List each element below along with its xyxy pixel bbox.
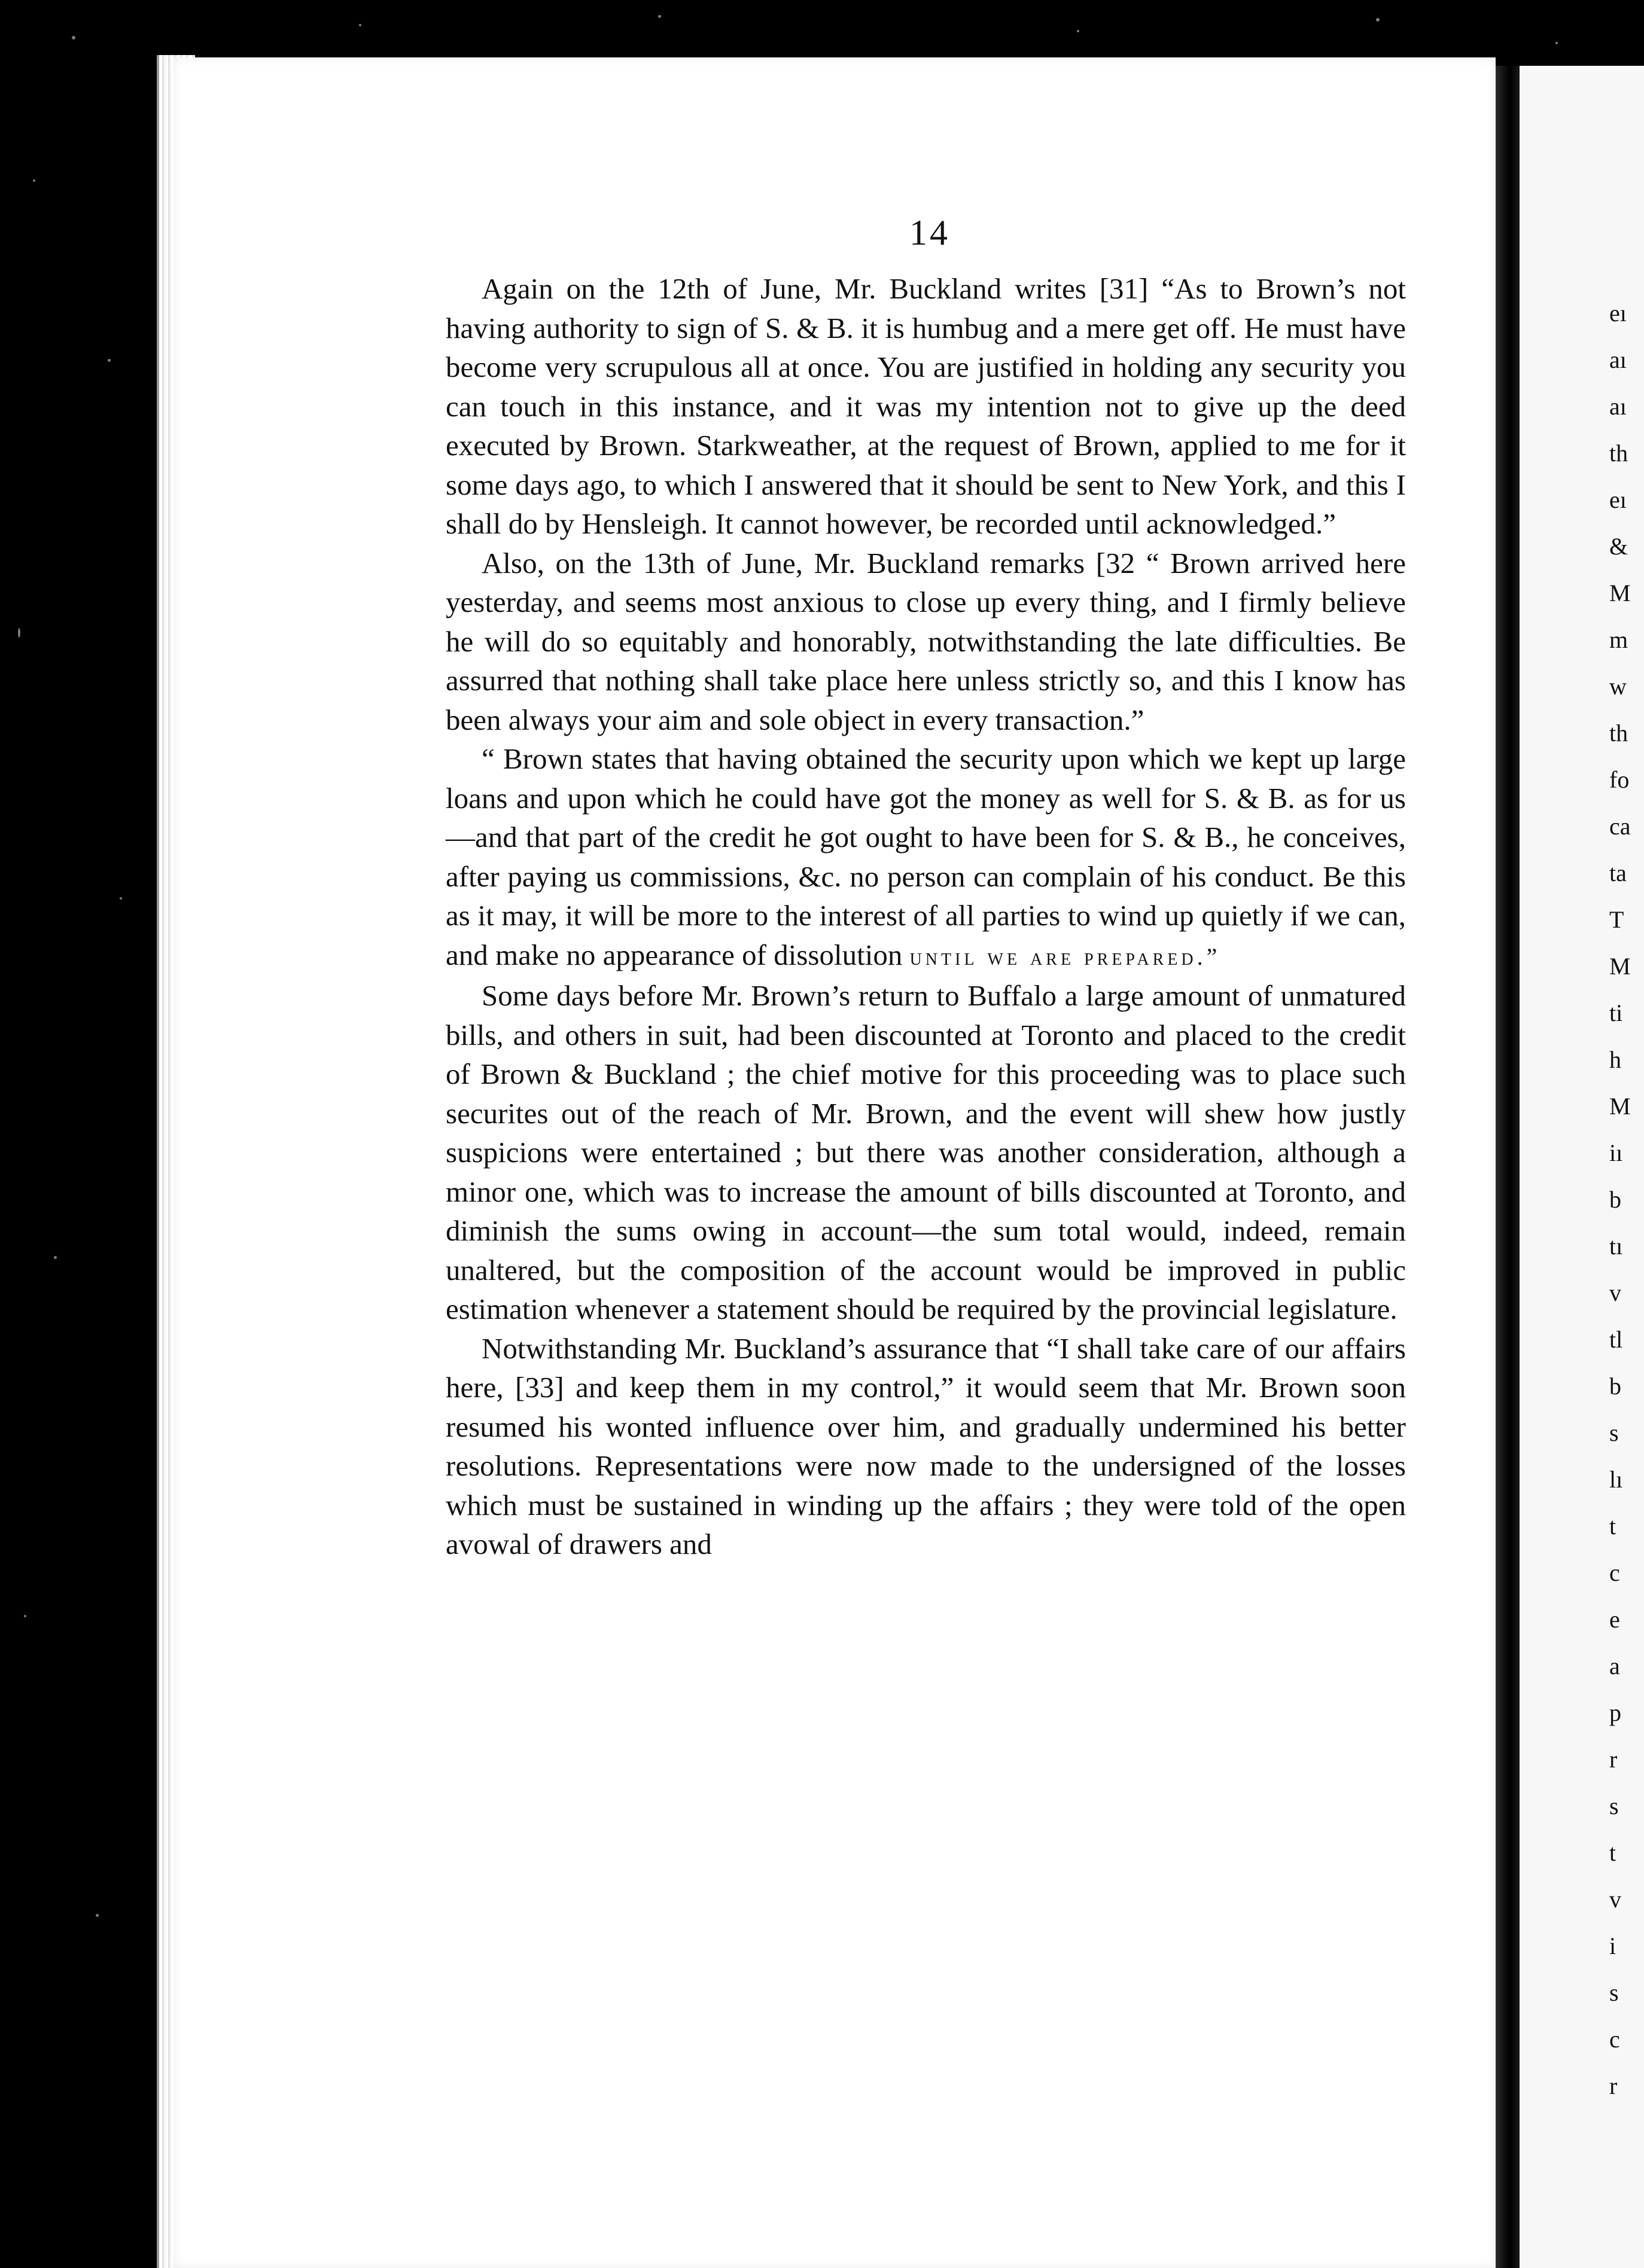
paragraph-text: “ Brown states that having obtained the security upon which we kept up large loans and upon which he could have got the money as well for S. & B. as for us—and that part of the credit he got ought to have been for S. & B., he conceives, after paying us commissions, &c. no person can complain of his conduct. Be this as it may, it will be more to the interest of all parties to wind up quietly if we can, and make no appearance of dissolution: [446, 742, 1406, 971]
facing-page-fragment: i: [1609, 1932, 1616, 1959]
facing-page-fragment: ca: [1609, 813, 1631, 840]
page-text: [446, 269, 1406, 1564]
facing-page-fragment: T: [1609, 906, 1624, 933]
facing-page-fragment: m: [1609, 626, 1628, 653]
facing-page-fragment: p: [1609, 1699, 1621, 1726]
facing-page-fragment: h: [1609, 1046, 1621, 1073]
facing-page-fragment: tl: [1609, 1326, 1623, 1353]
facing-page-fragment: aı: [1609, 346, 1627, 373]
facing-page-fragment: M: [1609, 580, 1631, 606]
facing-page-fragment: t: [1609, 1513, 1616, 1540]
facing-page-fragment: lı: [1609, 1466, 1623, 1493]
facing-page-fragment: ti: [1609, 999, 1623, 1026]
facing-page-fragment: th: [1609, 720, 1628, 746]
facing-page-fragment: a: [1609, 1653, 1620, 1679]
facing-page-fragment: fo: [1609, 766, 1630, 793]
facing-page-fragment: r: [1609, 2072, 1618, 2099]
facing-page-fragment: v: [1609, 1279, 1621, 1306]
facing-page-fragment: th: [1609, 440, 1628, 467]
facing-page-fragment: b: [1609, 1373, 1621, 1400]
facing-page-fragment: M: [1609, 1093, 1631, 1120]
paragraph: Notwithstanding Mr. Buckland’s assurance that “I shall take care of our affairs here, [33] and keep them in my control,” it would seem that Mr. Brown soon resumed his wonted influence over him, and gradually undermined his better resolutions. Representations were now made to the undersigned of the losses which must be sustained in winding up the affairs ; they were told of the open avowal of drawers and: [446, 1331, 1406, 1560]
facing-page-fragment: w: [1609, 673, 1627, 700]
facing-page-fragment: b: [1609, 1186, 1621, 1213]
facing-page-fragment: c: [1609, 1559, 1620, 1586]
paragraph: Again on the 12th of June, Mr. Buckland writes [31] “As to Brown’s not having authority to sign of S. & B. it is humbug and a mere get off. He must have become very scrupulous all at once. You are justified in holding any security you can touch in this instance, and it was my intention not to give up the deed executed by Brown. Starkweather, at the request of Brown, applied to me for it some days ago, to which I answered that it should be sent to New York, and this I shall do by Hensleigh. It cannot however, be recorded until acknowledged.”: [446, 272, 1406, 540]
facing-page-fragment: ta: [1609, 859, 1627, 886]
facing-page-fragment: t: [1609, 1839, 1616, 1866]
facing-page-fragment: iı: [1609, 1139, 1623, 1166]
facing-page-fragment: v: [1609, 1886, 1621, 1913]
paragraph: Some days before Mr. Brown’s return to Buffalo a large amount of unmatured bills, and others in suit, had been discounted at Toronto and placed to the credit of Brown & Buckland ; the chief motive for this proceeding was to place such securites out of the reach of Mr. Brown, and the event will shew how justly suspicions were entertained ; but there was another consideration, although a minor one, which was to increase the amount of bills discounted at Toronto, and diminish the sums owing in account—the sum total would, indeed, remain unaltered, but the composition of the account would be improved in public estimation whenever a statement should be required by the provincial legislature.: [446, 979, 1406, 1325]
paragraph: [446, 739, 1406, 976]
facing-page-fragment: r: [1609, 1746, 1618, 1773]
facing-page-fragment: tı: [1609, 1233, 1623, 1260]
facing-page-fragment: eı: [1609, 486, 1627, 513]
facing-page-fragment: s: [1609, 1419, 1619, 1446]
book-gutter: [1496, 66, 1520, 2268]
facing-page-fragment: aı: [1609, 393, 1627, 420]
facing-page-fragment: s: [1609, 1793, 1619, 1819]
emphasis-text: until we are prepared.”: [909, 943, 1221, 970]
facing-page-fragment: &: [1609, 533, 1628, 560]
facing-page-fragment: M: [1609, 953, 1631, 980]
facing-page-fragment: c: [1609, 2026, 1620, 2053]
page-number: 14: [909, 213, 950, 252]
facing-page-fragment: eı: [1609, 300, 1627, 327]
facing-page-fragment: e: [1609, 1606, 1620, 1633]
facing-page-fragment: s: [1609, 1979, 1619, 2006]
paragraph: Also, on the 13th of June, Mr. Buckland remarks [32 “ Brown arrived here yesterday, and seems most anxious to close up every thing, and I firmly believe he will do so equitably and honorably, notwithstanding the late difficulties. Be assurred that nothing shall take place here unless strictly so, and this I know has been always your aim and sole object in every transaction.”: [446, 546, 1406, 736]
